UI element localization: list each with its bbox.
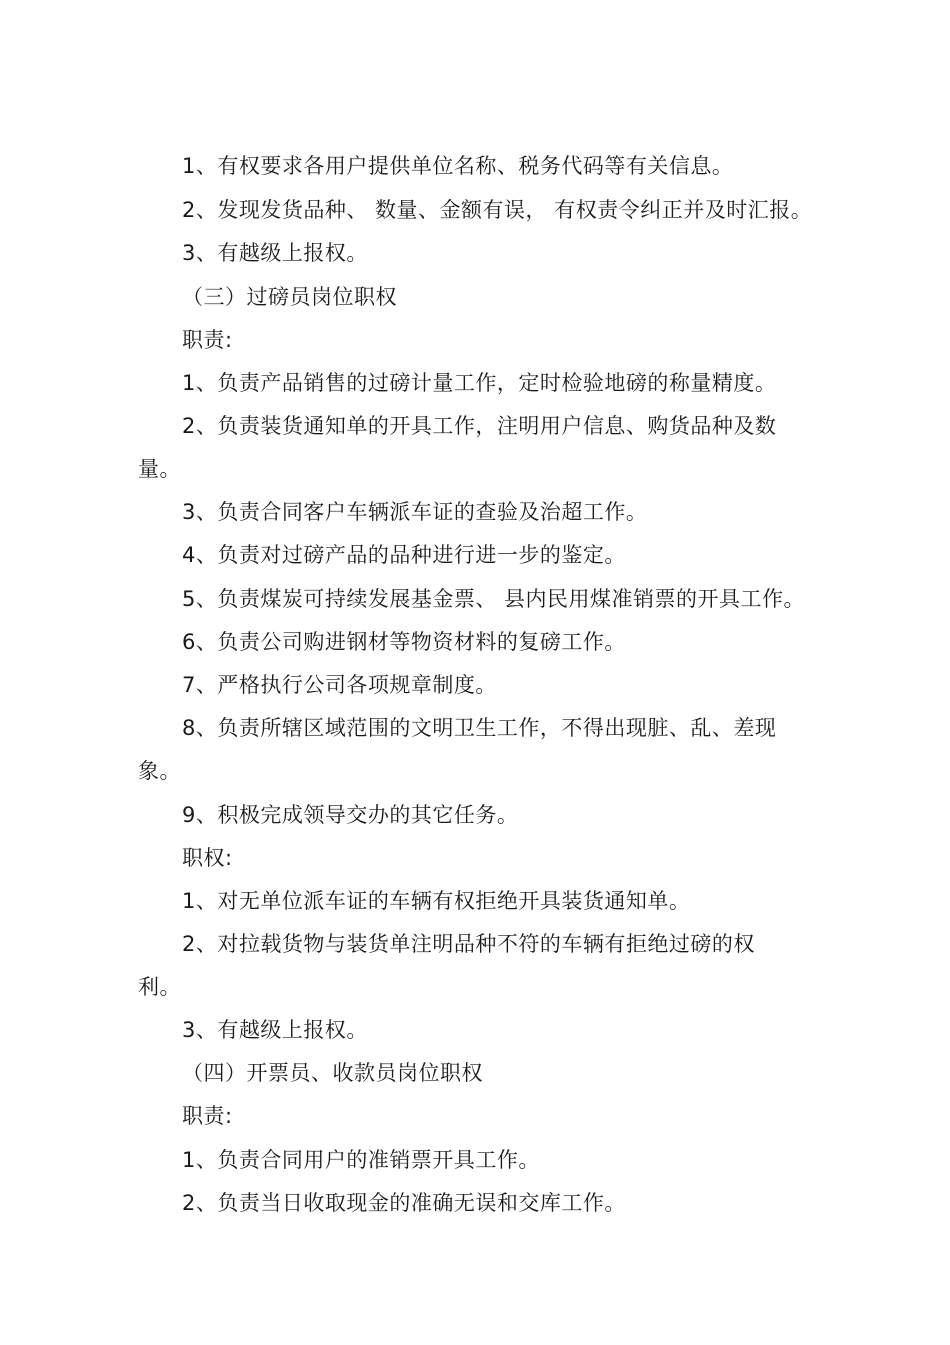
text-line: 职责: [182, 1104, 233, 1128]
text-line: 1、对无单位派车证的车辆有权拒绝开具装货通知单。 [182, 889, 691, 913]
text-line: 利。 [138, 975, 181, 999]
text-line: 8、负责所辖区域范围的文明卫生工作，不得出现脏、乱、差现 [182, 716, 777, 740]
text-line: 1、有权要求各用户提供单位名称、税务代码等有关信息。 [182, 154, 734, 178]
text-line: 1、负责合同用户的准销票开具工作。 [182, 1148, 540, 1172]
text-line: 职责: [182, 328, 233, 352]
text-line: 象。 [138, 759, 181, 783]
text-line: 3、有越级上报权。 [182, 241, 368, 265]
text-line: 9、积极完成领导交办的其它任务。 [182, 803, 519, 827]
text-line: 6、负责公司购进钢材等物资材料的复磅工作。 [182, 630, 626, 654]
text-line: 7、严格执行公司各项规章制度。 [182, 673, 497, 697]
text-line: 5、负责煤炭可持续发展基金票、 县内民用煤准销票的开具工作。 [182, 587, 806, 611]
text-line: 3、负责合同客户车辆派车证的查验及治超工作。 [182, 500, 648, 524]
section-heading: （三）过磅员岗位职权 [182, 285, 397, 309]
text-line: 量。 [138, 457, 181, 481]
section-heading: （四）开票员、收款员岗位职权 [182, 1061, 483, 1085]
text-line: 2、负责装货通知单的开具工作，注明用户信息、购货品种及数 [182, 414, 777, 438]
text-line: 2、发现发货品种、 数量、金额有误， 有权责令纠正并及时汇报。 [182, 198, 813, 222]
text-line: 4、负责对过磅产品的品种进行进一步的鉴定。 [182, 543, 626, 567]
text-line: 2、对拉载货物与装货单注明品种不符的车辆有拒绝过磅的权 [182, 932, 755, 956]
text-line: 职权: [182, 846, 233, 870]
text-line: 2、负责当日收取现金的准确无误和交库工作。 [182, 1191, 626, 1215]
text-line: 1、负责产品销售的过磅计量工作，定时检验地磅的称量精度。 [182, 371, 777, 395]
text-line: 3、有越级上报权。 [182, 1018, 368, 1042]
